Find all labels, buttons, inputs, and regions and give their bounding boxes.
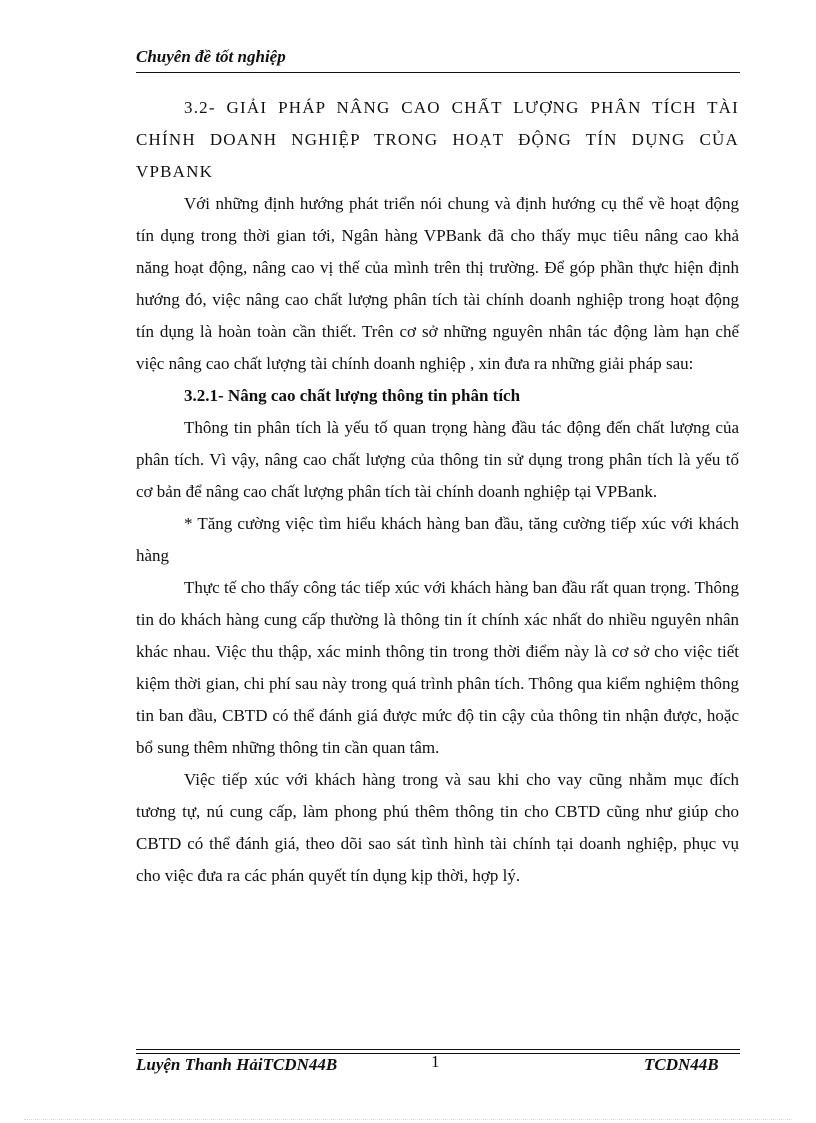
paragraph-2: * Tăng cường việc tìm hiểu khách hàng ban đầu, tăng cường tiếp xúc với khách hàng bbox=[136, 514, 739, 565]
footer-author: Luyện Thanh HảiTCDN44B bbox=[136, 1055, 338, 1074]
page-number: 1 bbox=[431, 1052, 440, 1071]
page-body bbox=[136, 92, 739, 892]
header-divider bbox=[136, 72, 740, 73]
subsection-heading: 3.2.1- Nâng cao chất lượng thông tin phân tích bbox=[184, 386, 521, 405]
page-boundary bbox=[24, 1119, 792, 1120]
section-heading-text: 3.2- GIẢI PHÁP NÂNG CAO CHẤT LƯỢNG PHÂN TÍCH TÀI CHÍNH DOANH NGHIỆP TRONG HOẠT ĐỘNG TÍN DỤNG CỦA VPBANK bbox=[136, 98, 739, 181]
paragraph-3: Thực tế cho thấy công tác tiếp xúc với khách hàng ban đầu rất quan trọng. Thông tin do khách hàng cung cấp thường là thông tin ít chính xác nhất do nhiều nguyên nhân khác nhau. Việc thu thập, xác minh thông tin trong thời điểm này là cơ sở cho việc tiết kiệm thời gian, chi phí sau này trong quá trình phân tích. Thông qua kiểm nghiệm thông tin ban đầu, CBTD có thể đánh giá được mức độ tin cậy của thông tin nhận được, hoặc bổ sung thêm những thông tin cần quan tâm. bbox=[136, 578, 739, 757]
footer-class-code: TCDN44B bbox=[644, 1055, 719, 1074]
intro-paragraph: Với những định hướng phát triển nói chung và định hướng cụ thể về hoạt động tín dụng trong thời gian tới, Ngân hàng VPBank đã cho thấy mục tiêu nâng cao khả năng hoạt động, nâng cao vị thế của mình trên thị trường. Để góp phần thực hiện định hướng đó, việc nâng cao chất lượng phân tích tài chính doanh nghiệp trong hoạt động tín dụng là hoàn toàn cần thiết. Trên cơ sở những nguyên nhân tác động làm hạn chế việc nâng cao chất lượng tài chính doanh nghiệp , xin đưa ra những giải pháp sau: bbox=[136, 194, 739, 373]
footer-divider-top bbox=[136, 1049, 740, 1050]
document-header-title: Chuyên đề tốt nghiệp bbox=[136, 47, 286, 66]
paragraph-1: Thông tin phân tích là yếu tố quan trọng hàng đầu tác động đến chất lượng của phân tích. Vì vậy, nâng cao chất lượng của thông tin sử dụng trong phân tích là yếu tố cơ bản để nâng cao chất lượng phân tích tài chính doanh nghiệp tại VPBank. bbox=[136, 418, 739, 501]
section-heading bbox=[136, 92, 739, 188]
paragraph-4: Việc tiếp xúc với khách hàng trong và sau khi cho vay cũng nhằm mục đích tương tự, nú cung cấp, làm phong phú thêm thông tin cho CBTD cũng như giúp cho CBTD có thể đánh giá, theo dõi sao sát tình hình tài chính tại doanh nghiệp, phục vụ cho việc đưa ra các phán quyết tín dụng kịp thời, hợp lý. bbox=[136, 770, 739, 885]
